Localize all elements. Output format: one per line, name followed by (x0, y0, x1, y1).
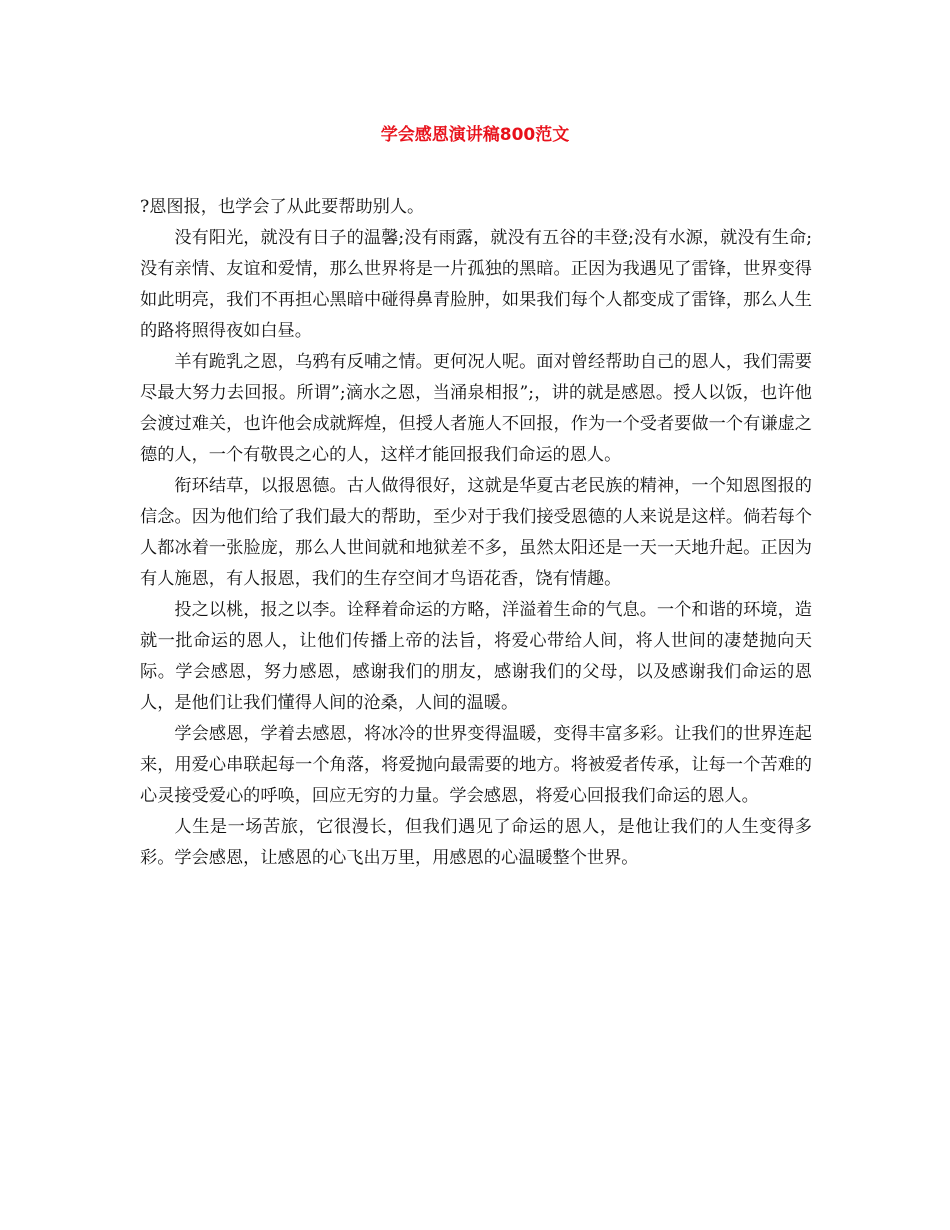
paragraph-5: 投之以桃，报之以李。诠释着命运的方略，洋溢着生命的气息。一个和谐的环境，造就一批命运的恩人，让他们传播上帝的法旨，将爱心带给人间，将人世间的凄楚抛向天际。学会感恩，努力感恩，感谢我们的朋友，感谢我们的父母，以及感谢我们命运的恩人，是他们让我们懂得人间的沧桑，人间的温暖。 (140, 600, 812, 713)
paragraph-2: 没有阳光，就没有日子的温馨;没有雨露，就没有五谷的丰登;没有水源，就没有生命;没有亲情、友谊和爱情，那么世界将是一片孤独的黑暗。正因为我遇见了雷锋，世界变得如此明亮，我们不再担心黑暗中碰得鼻青脸肿，如果我们每个人都变成了雷锋，那么人生的路将照得夜如白昼。 (140, 228, 812, 341)
paragraph-1: ?恩图报，也学会了从此要帮助别人。 (140, 197, 425, 217)
paragraph-3: 羊有跪乳之恩，乌鸦有反哺之情。更何况人呢。面对曾经帮助自己的恩人，我们需要尽最大努力去回报。所谓”;滴水之恩，当涌泉相报”;，讲的就是感恩。授人以饭，也许他会渡过难关，也许他会成就辉煌，但授人者施人不回报，作为一个受者要做一个有谦虚之德的人，一个有敬畏之心的人，这样才能回报我们命运的恩人。 (140, 352, 812, 465)
paragraph-7: 人生是一场苦旅，它很漫长，但我们遇见了命运的恩人，是他让我们的人生变得多彩。学会感恩，让感恩的心飞出万里，用感恩的心温暖整个世界。 (140, 817, 812, 868)
document-body (140, 192, 812, 874)
document-title: 学会感恩演讲稿800范文 (380, 125, 570, 145)
paragraph-4: 衔环结草，以报恩德。古人做得很好，这就是华夏古老民族的精神，一个知恩图报的信念。因为他们给了我们最大的帮助，至少对于我们接受恩德的人来说是这样。倘若每个人都冰着一张脸庞，那么人世间就和地狱差不多，虽然太阳还是一天一天地升起。正因为有人施恩，有人报恩，我们的生存空间才鸟语花香，饶有情趣。 (140, 476, 812, 589)
paragraph-6: 学会感恩，学着去感恩，将冰冷的世界变得温暖，变得丰富多彩。让我们的世界连起来，用爱心串联起每一个角落，将爱抛向最需要的地方。将被爱者传承，让每一个苦难的心灵接受爱心的呼唤，回应无穷的力量。学会感恩，将爱心回报我们命运的恩人。 (140, 724, 812, 806)
